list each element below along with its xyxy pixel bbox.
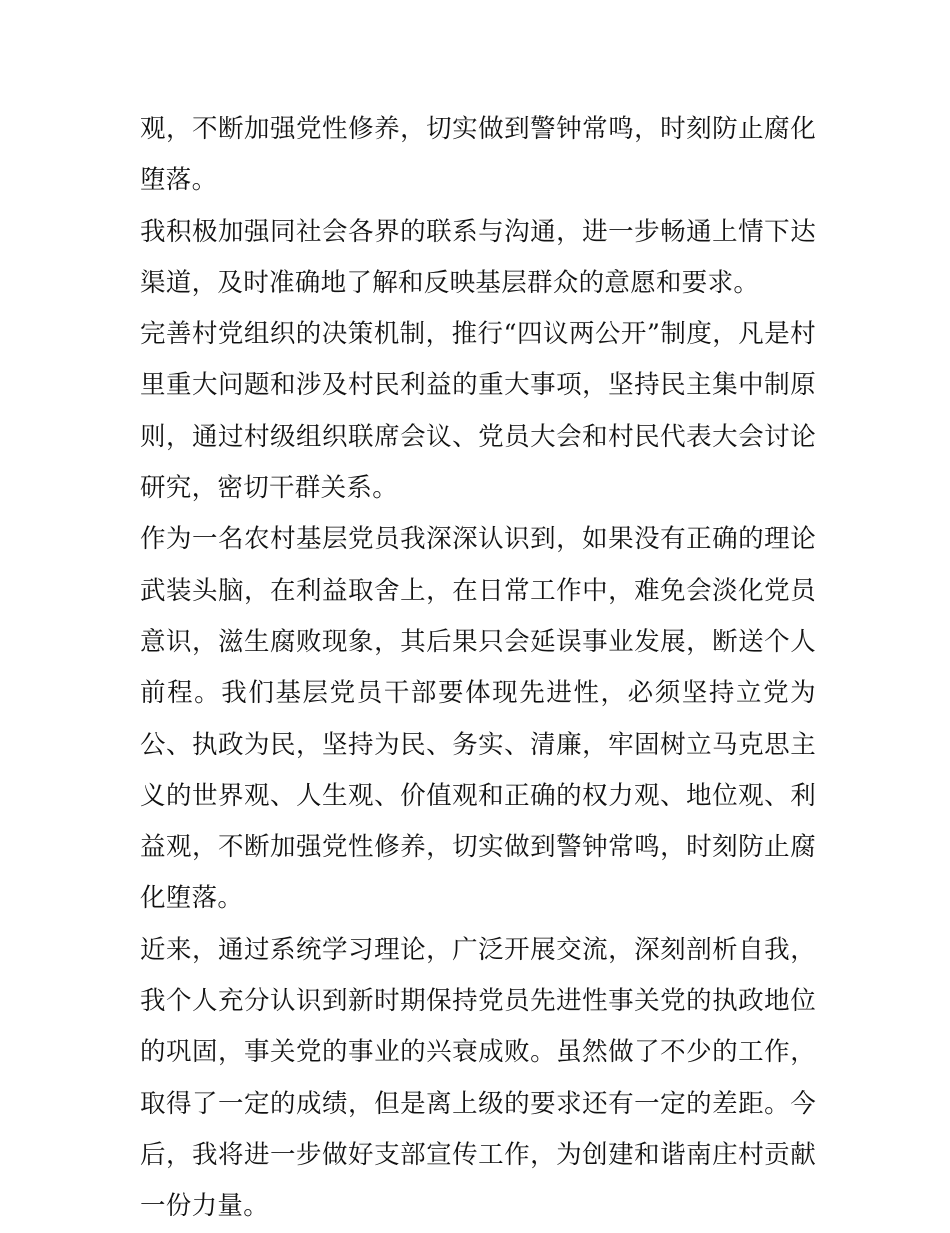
paragraph-5: 近来，通过系统学习理论，广泛开展交流，深刻剖析自我，我个人充分认识到新时期保持党员先进性事关党的执政地位的巩固，事关党的事业的兴衰成败。虽然做了不少的工作，取得了一定的成绩，但是离上级的要求还有一定的差距。今后，我将进一步做好支部宣传工作，为创建和谐南庄村贡献一份力量。 bbox=[140, 934, 816, 1222]
document-body bbox=[140, 104, 816, 1233]
paragraph-3: 完善村党组织的决策机制，推行“四议两公开”制度，凡是村里重大问题和涉及村民利益的重大事项，坚持民主集中制原则，通过村级组织联席会议、党员大会和村民代表大会讨论研究，密切干群关系。 bbox=[140, 319, 816, 504]
paragraph-1: 观，不断加强党性修养，切实做到警钟常鸣，时刻防止腐化堕落。 bbox=[140, 114, 816, 196]
paragraph-4: 作为一名农村基层党员我深深认识到，如果没有正确的理论武装头脑，在利益取舍上，在日常工作中，难免会淡化党员意识，滋生腐败现象，其后果只会延误事业发展，断送个人前程。我们基层党员干部要体现先进性，必须坚持立党为公、执政为民，坚持为民、务实、清廉，牢固树立马克思主义的世界观、人生观、价值观和正确的权力观、地位观、利益观，不断加强党性修养，切实做到警钟常鸣，时刻防止腐化堕落。 bbox=[140, 524, 816, 914]
paragraph-2: 我积极加强同社会各界的联系与沟通，进一步畅通上情下达渠道，及时准确地了解和反映基层群众的意愿和要求。 bbox=[140, 216, 816, 298]
